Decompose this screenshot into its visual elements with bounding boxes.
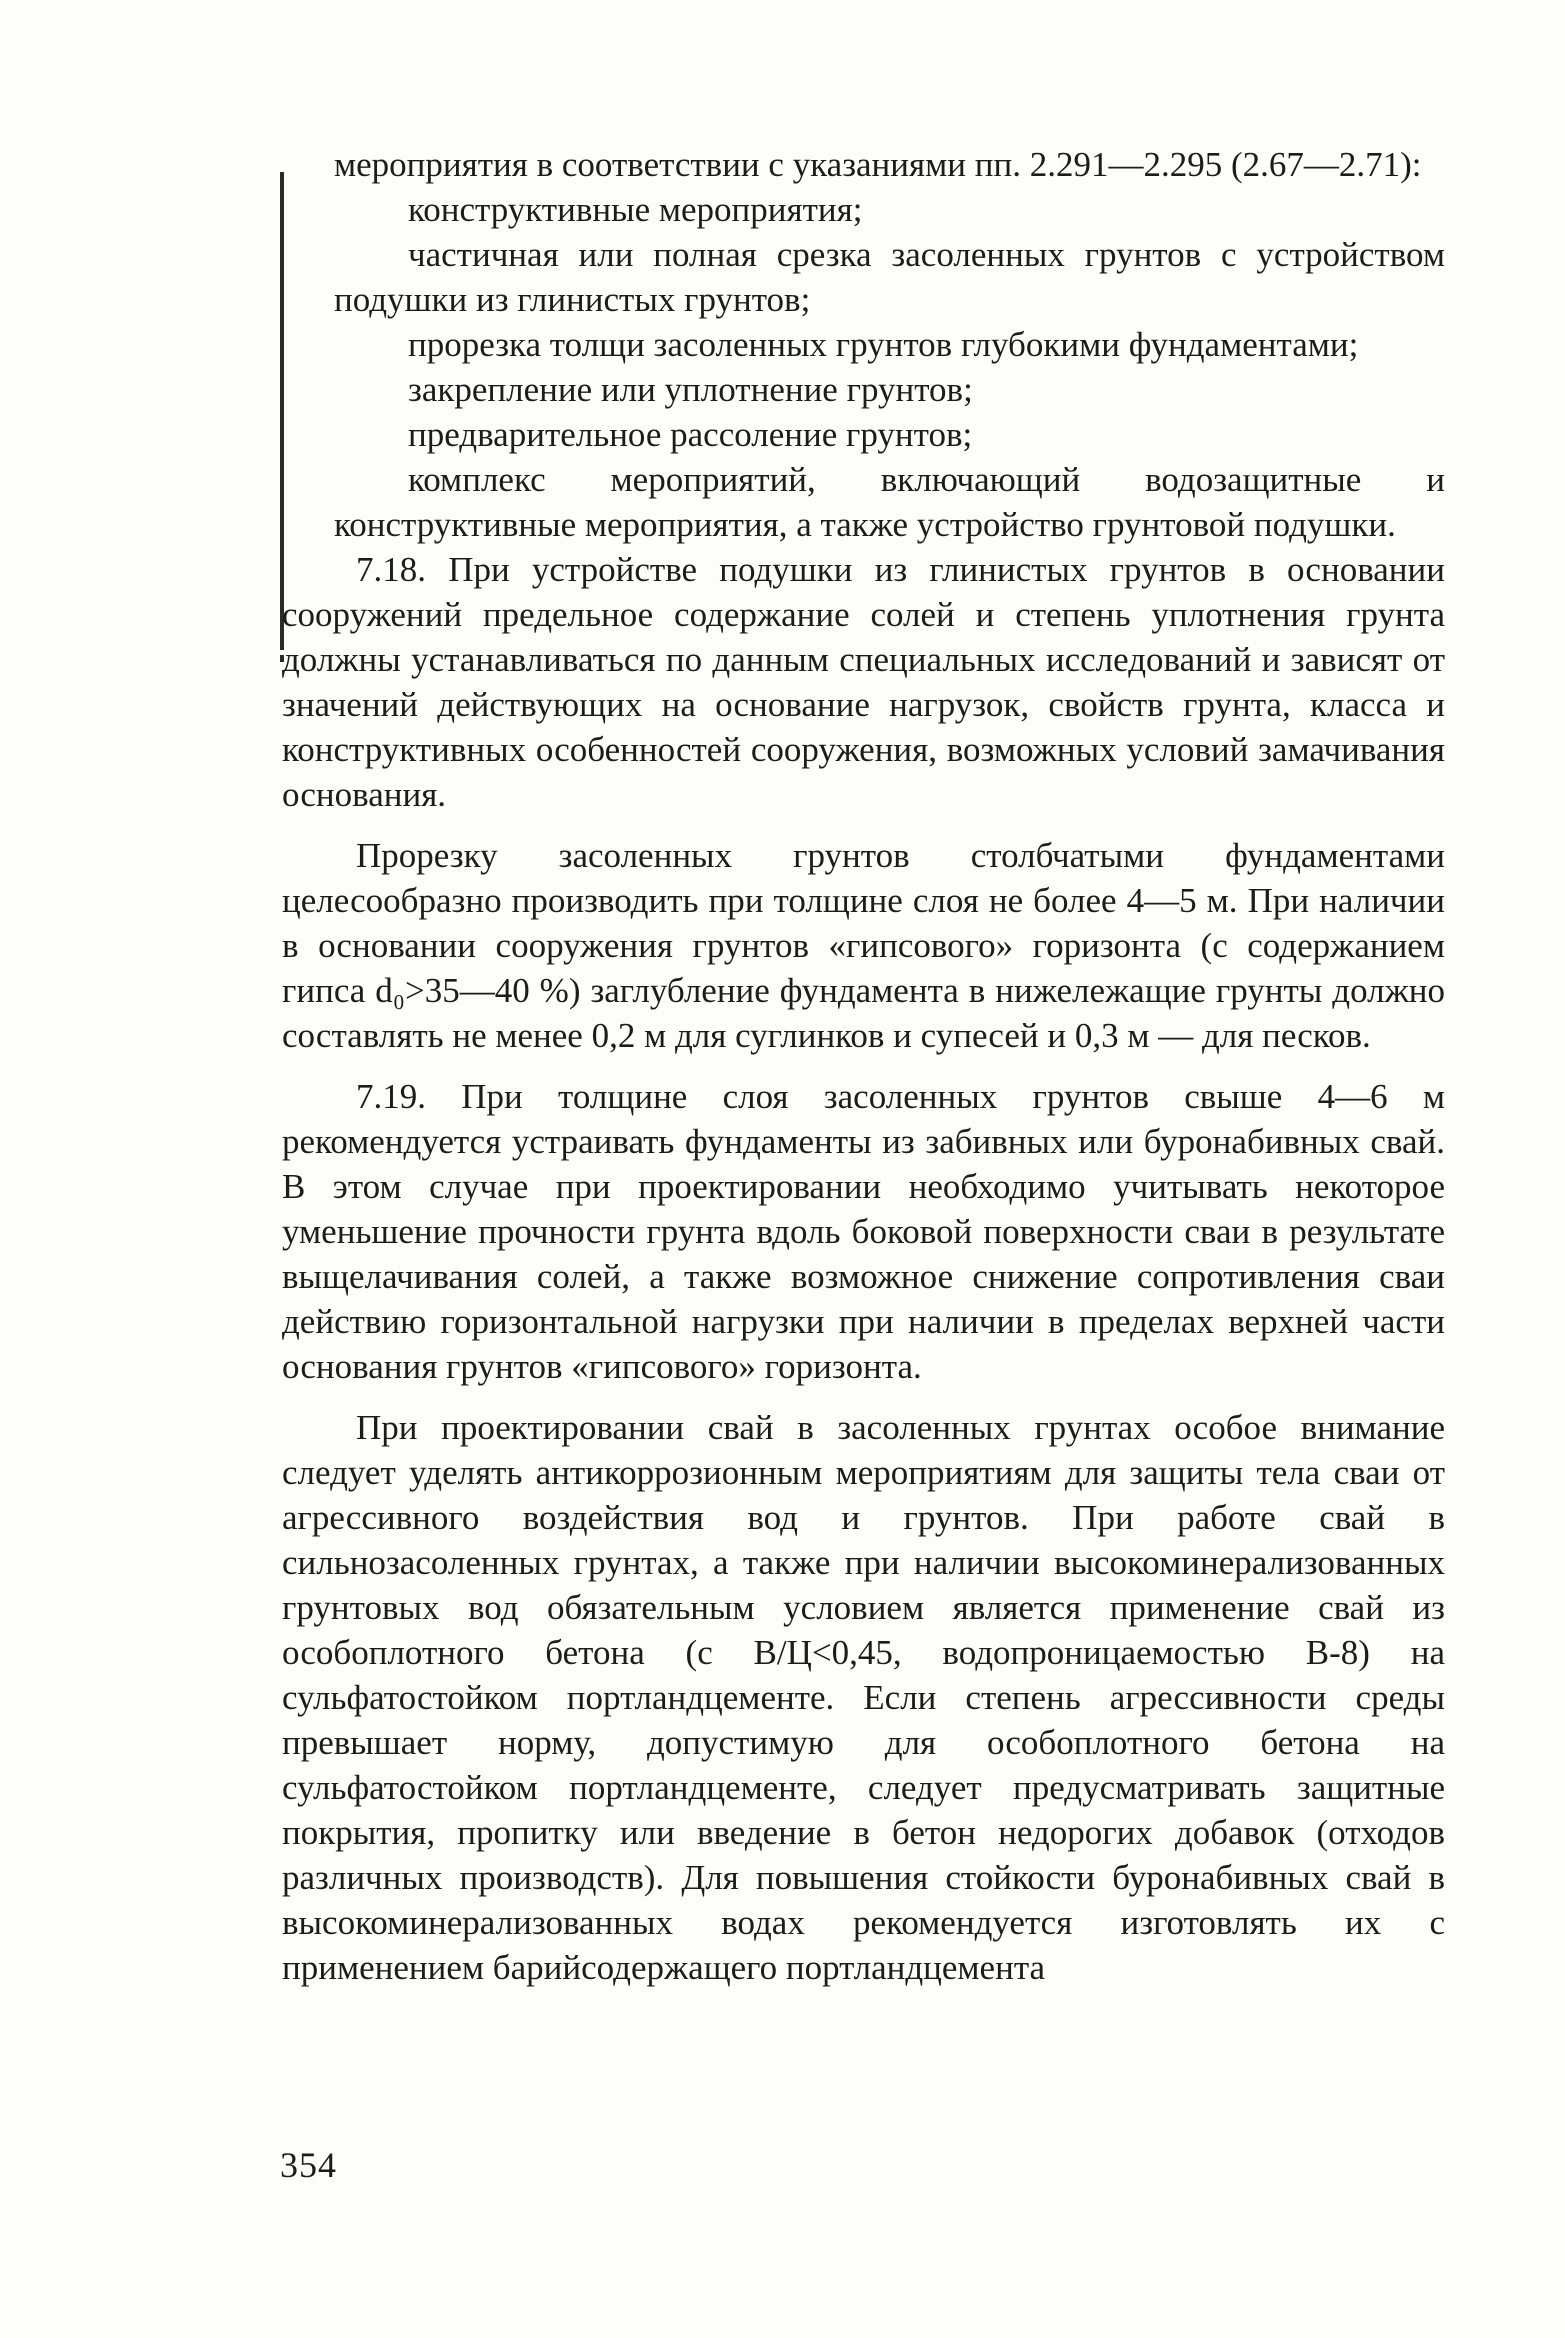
measure-item: комплекс мероприятий, включающий водозащитные и конструктивные мероприятия, а также устройство грунтовой подушки.	[334, 460, 1445, 544]
paragraph-7-19: 7.19. При толщине слоя засоленных грунтов свыше 4—6 м рекомендуется устраивать фундаменты из забивных или буронабивных свай. В этом случае при проектировании необходимо учитывать некоторое уменьшение прочности грунта вдоль боковой поверхности сваи в результате выщелачивания солей, а также возможное снижение сопротивления сваи действию горизонтальной нагрузки при наличии в пределах верхней части основания грунтов «гипсового» горизонта.	[282, 1077, 1445, 1386]
measure-item: частичная или полная срезка засоленных грунтов с устройством подушки из глинистых грунтов;	[334, 235, 1445, 319]
measure-item: закрепление или уплотнение грунтов;	[408, 370, 973, 409]
measure-item: конструктивные мероприятия;	[408, 190, 863, 229]
paragraph-7-18: 7.18. При устройстве подушки из глинистых грунтов в основании сооружений предельное содержание солей и степень уплотнения грунта должны устанавливаться по данным специальных исследований и зависят от значений действующих на основание нагрузок, свойств грунта, класса и конструктивных особенностей сооружения, возможных условий замачивания основания.	[282, 550, 1445, 814]
paragraph-column-foundations: Прорезку засоленных грунтов столбчатыми фундаментами целесообразно производить при толщине слоя не более 4—5 м. При наличии в основании сооружения грунтов «гипсового» горизонта (с содержанием гипса d₀>35—40 %) заглубление фундамента в нижележащие грунты должно составлять не менее 0,2 м для суглинков и супесей и 0,3 м — для песков.	[282, 836, 1445, 1055]
lead-paragraph: мероприятия в соответствии с указаниями пп. 2.291—2.295 (2.67—2.71):	[334, 145, 1422, 184]
measure-item: прорезка толщи засоленных грунтов глубокими фундаментами;	[408, 325, 1359, 364]
measure-item: предварительное рассоление грунтов;	[408, 415, 973, 454]
paragraph-pile-corrosion: При проектировании свай в засоленных грунтах особое внимание следует уделять антикоррозионным мероприятиям для защиты тела сваи от агрессивного воздействия вод и грунтов. При работе свай в сильнозасоленных грунтах, а также при наличии высокоминерализованных грунтовых вод обязательным условием является применение свай из особоплотного бетона (с В/Ц<0,45, водопроницаемостью В-8) на сульфатостойком портландцементе. Если степень агрессивности среды превышает норму, допустимую для особоплотного бетона на сульфатостойком портландцементе, следует предусматривать защитные покрытия, пропитку или введение в бетон недорогих добавок (отходов различных производств). Для повышения стойкости буронабивных свай в высокоминерализованных водах рекомендуется изготовлять их с применением барийсодержащего портландцемента	[282, 1408, 1445, 1987]
page-text	[282, 142, 1445, 1990]
page-number: 354	[280, 2145, 337, 2185]
